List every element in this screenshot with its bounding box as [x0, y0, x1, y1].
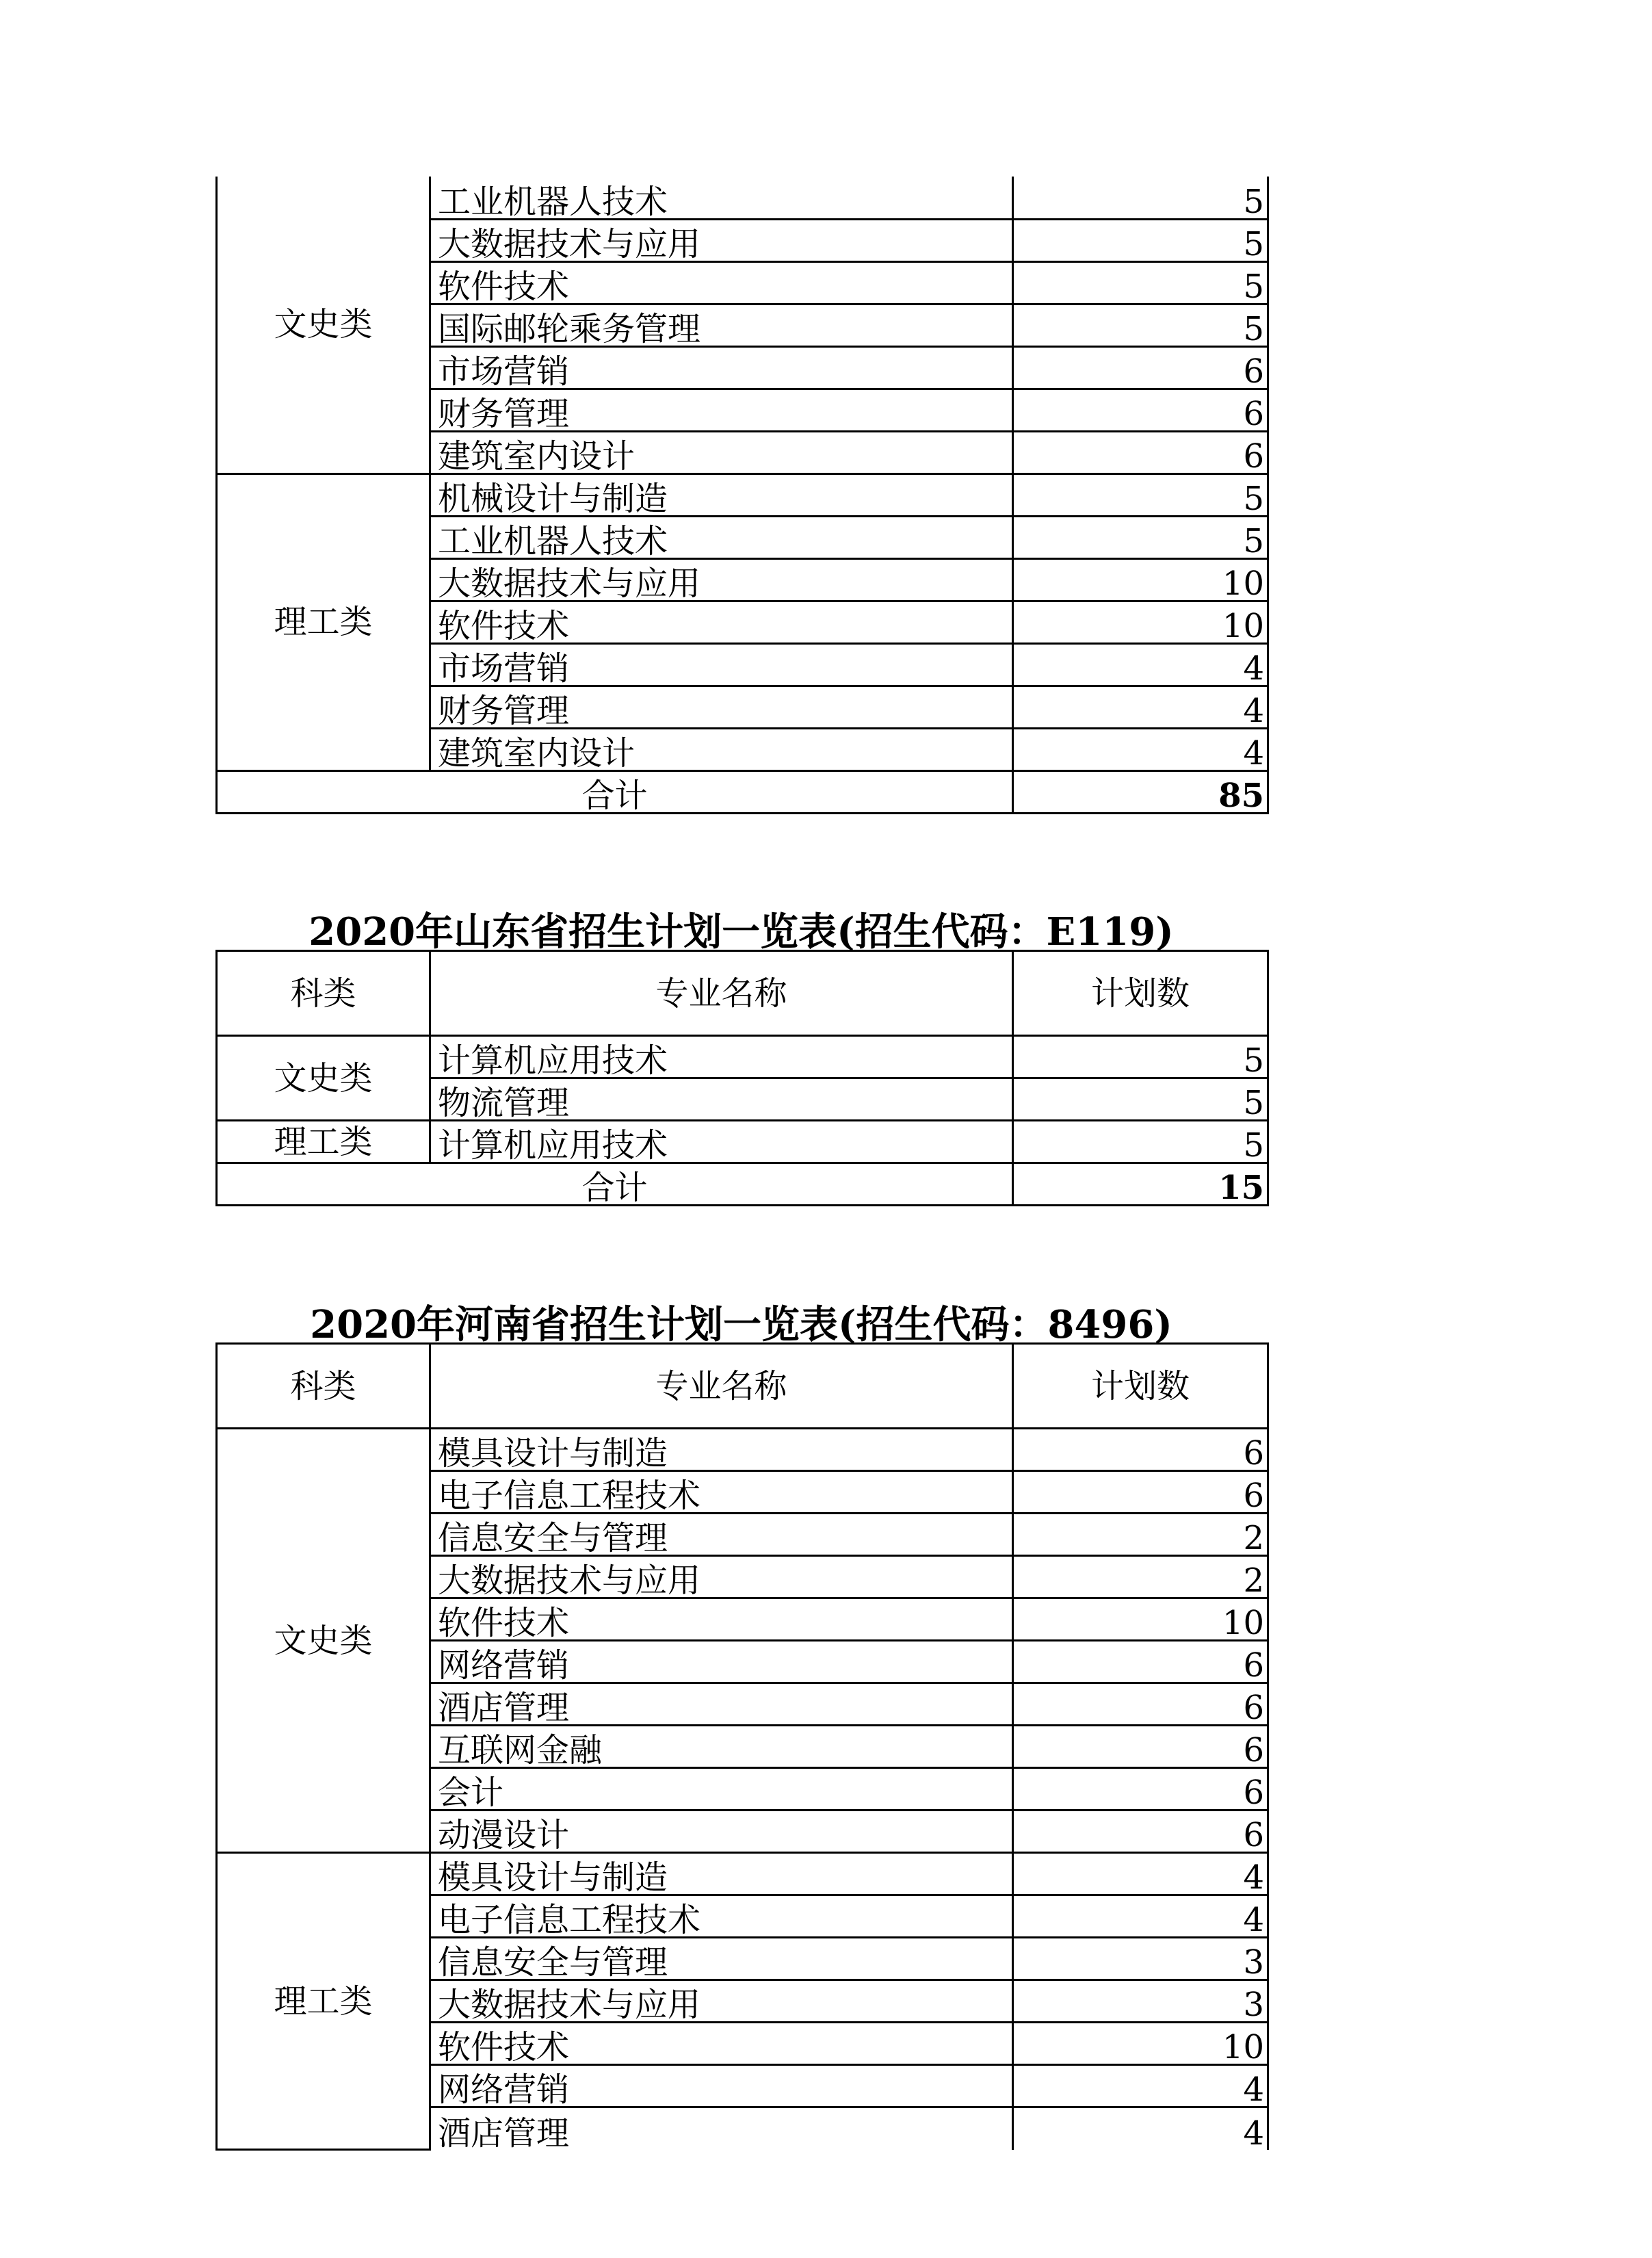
plan-count: 10	[1013, 558, 1268, 601]
table-row	[217, 177, 1268, 219]
major-name: 财务管理	[430, 389, 1013, 431]
major-name: 电子信息工程技术	[430, 1895, 1013, 1938]
plan-count: 4	[1013, 1853, 1268, 1895]
major-name: 大数据技术与应用	[430, 558, 1013, 601]
table-row	[217, 473, 1268, 516]
major-name-header: 专业名称	[430, 951, 1013, 1036]
major-name: 酒店管理	[430, 2107, 1013, 2150]
major-name: 机械设计与制造	[430, 473, 1013, 516]
category-wenshi: 文史类	[217, 1429, 430, 1853]
total-count: 85	[1013, 770, 1268, 813]
major-name: 网络营销	[430, 1641, 1013, 1683]
plan-count-header: 计划数	[1013, 951, 1268, 1036]
total-label: 合计	[217, 770, 1013, 813]
total-row	[217, 1163, 1268, 1206]
header-row	[217, 1344, 1268, 1429]
plan-count: 5	[1013, 261, 1268, 304]
major-name: 建筑室内设计	[430, 728, 1013, 770]
major-name: 会计	[430, 1768, 1013, 1811]
total-row	[217, 770, 1268, 813]
plan-count: 2	[1013, 1514, 1268, 1556]
category-wenshi: 文史类	[217, 1036, 430, 1121]
plan-count: 6	[1013, 1768, 1268, 1811]
plan-count: 6	[1013, 1811, 1268, 1853]
major-name: 软件技术	[430, 2023, 1013, 2065]
plan-count: 4	[1013, 643, 1268, 686]
category-ligong: 理工类	[217, 473, 430, 770]
enrollment-table-continued	[215, 177, 1269, 814]
henan-enrollment-table	[215, 1342, 1269, 2151]
plan-count: 10	[1013, 2023, 1268, 2065]
plan-count: 6	[1013, 1429, 1268, 1471]
major-name: 软件技术	[430, 261, 1013, 304]
major-name: 互联网金融	[430, 1726, 1013, 1768]
major-name: 建筑室内设计	[430, 431, 1013, 473]
table-row	[217, 1853, 1268, 1895]
major-name: 酒店管理	[430, 1683, 1013, 1726]
plan-count: 6	[1013, 1683, 1268, 1726]
plan-count: 4	[1013, 2065, 1268, 2107]
major-name: 工业机器人技术	[430, 516, 1013, 558]
major-name: 模具设计与制造	[430, 1429, 1013, 1471]
category-wenshi: 文史类	[217, 177, 430, 473]
plan-count: 5	[1013, 516, 1268, 558]
plan-count: 6	[1013, 431, 1268, 473]
major-name: 大数据技术与应用	[430, 1556, 1013, 1598]
plan-count: 2	[1013, 1556, 1268, 1598]
major-name: 大数据技术与应用	[430, 219, 1013, 261]
total-label: 合计	[217, 1163, 1013, 1206]
plan-count: 5	[1013, 1036, 1268, 1078]
major-name: 国际邮轮乘务管理	[430, 304, 1013, 346]
plan-count: 6	[1013, 1726, 1268, 1768]
major-name: 市场营销	[430, 346, 1013, 389]
major-name: 软件技术	[430, 601, 1013, 643]
shandong-table-title: 2020年山东省招生计划一览表(招生代码：E119)	[309, 909, 1174, 955]
category-header: 科类	[217, 1344, 430, 1429]
major-name-header: 专业名称	[430, 1344, 1013, 1429]
plan-count: 6	[1013, 346, 1268, 389]
major-name: 网络营销	[430, 2065, 1013, 2107]
plan-count: 6	[1013, 389, 1268, 431]
plan-count: 3	[1013, 1980, 1268, 2023]
major-name: 模具设计与制造	[430, 1853, 1013, 1895]
table-row	[217, 1036, 1268, 1078]
henan-table-title: 2020年河南省招生计划一览表(招生代码：8496)	[310, 1302, 1172, 1347]
major-name: 信息安全与管理	[430, 1514, 1013, 1556]
plan-count: 4	[1013, 728, 1268, 770]
plan-count: 5	[1013, 177, 1268, 219]
table-row	[217, 1429, 1268, 1471]
major-name: 软件技术	[430, 1598, 1013, 1641]
major-name: 市场营销	[430, 643, 1013, 686]
table-row	[217, 1121, 1268, 1163]
major-name: 电子信息工程技术	[430, 1471, 1013, 1514]
major-name: 物流管理	[430, 1078, 1013, 1121]
major-name: 计算机应用技术	[430, 1121, 1013, 1163]
plan-count: 4	[1013, 686, 1268, 728]
plan-count: 3	[1013, 1938, 1268, 1980]
major-name: 大数据技术与应用	[430, 1980, 1013, 2023]
major-name: 工业机器人技术	[430, 177, 1013, 219]
plan-count: 5	[1013, 219, 1268, 261]
plan-count: 5	[1013, 1078, 1268, 1121]
plan-count: 4	[1013, 1895, 1268, 1938]
plan-count: 6	[1013, 1471, 1268, 1514]
plan-count: 10	[1013, 1598, 1268, 1641]
category-header: 科类	[217, 951, 430, 1036]
category-ligong: 理工类	[217, 1853, 430, 2150]
plan-count: 5	[1013, 473, 1268, 516]
plan-count: 5	[1013, 304, 1268, 346]
shandong-enrollment-table	[215, 950, 1269, 1206]
category-ligong: 理工类	[217, 1121, 430, 1163]
plan-count: 6	[1013, 1641, 1268, 1683]
header-row	[217, 951, 1268, 1036]
plan-count: 10	[1013, 601, 1268, 643]
total-count: 15	[1013, 1163, 1268, 1206]
plan-count: 5	[1013, 1121, 1268, 1163]
plan-count: 4	[1013, 2107, 1268, 2150]
major-name: 信息安全与管理	[430, 1938, 1013, 1980]
major-name: 计算机应用技术	[430, 1036, 1013, 1078]
plan-count-header: 计划数	[1013, 1344, 1268, 1429]
major-name: 财务管理	[430, 686, 1013, 728]
major-name: 动漫设计	[430, 1811, 1013, 1853]
